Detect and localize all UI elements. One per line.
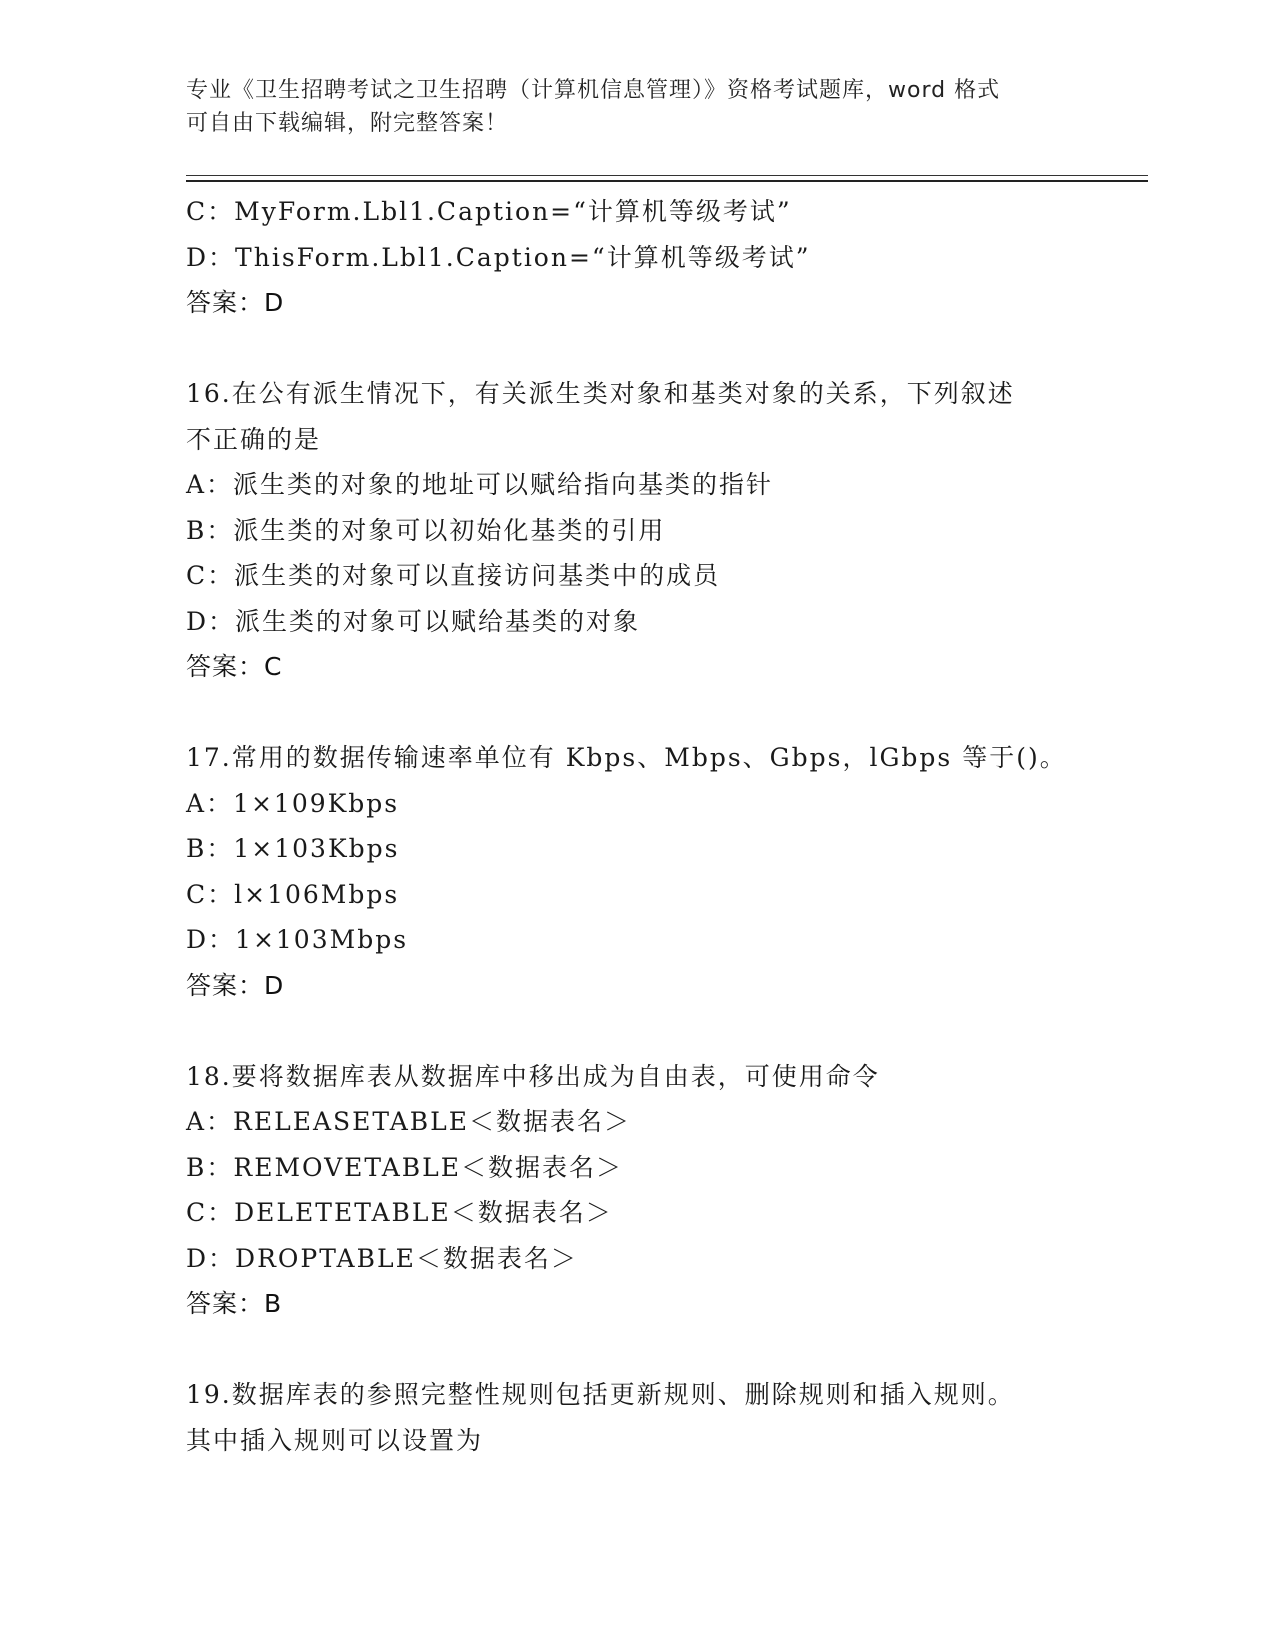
question-spacer (186, 326, 1146, 372)
header-divider-thin (186, 175, 1148, 176)
option-b: B：1×103Kbps (186, 834, 400, 863)
question-16 (186, 371, 1146, 690)
header-title-line-2: 可自由下载编辑，附完整答案！ (186, 111, 509, 136)
question-15-tail (186, 189, 1146, 326)
answer-label: 答案：C (186, 652, 283, 681)
answer-label: 答案：D (186, 970, 285, 1000)
question-19 (186, 1372, 1146, 1463)
question-17 (186, 735, 1146, 1008)
question-spacer (186, 1008, 1146, 1054)
option-a: A：1×109Kbps (186, 788, 400, 818)
document-header (186, 74, 1066, 140)
answer-label: 答案：B (186, 1289, 283, 1318)
question-stem-continued: 不正确的是 (186, 424, 322, 454)
question-stem: 16.在公有派生情况下，有关派生类对象和基类对象的关系，下列叙述 (186, 379, 1015, 408)
header-divider-thick (186, 180, 1148, 182)
option-b: B：REMOVETABLE＜数据表名＞ (186, 1152, 623, 1182)
option-a: A：派生类的对象的地址可以赋给指向基类的指针 (186, 470, 774, 499)
question-18 (186, 1054, 1146, 1327)
option-a: A：RELEASETABLE＜数据表名＞ (186, 1107, 631, 1136)
question-spacer (186, 690, 1146, 736)
question-stem: 19.数据库表的参照完整性规则包括更新规则、删除规则和插入规则。 (186, 1380, 1015, 1409)
option-b: B：派生类的对象可以初始化基类的引用 (186, 515, 666, 545)
header-title-line-1: 专业《卫生招聘考试之卫生招聘（计算机信息管理）》资格考试题库，word 格式 (186, 78, 1001, 103)
option-d: D：DROPTABLE＜数据表名＞ (186, 1243, 578, 1273)
question-list (186, 189, 1146, 1463)
option-d: D：ThisForm.Lbl1.Caption=“计算机等级考试” (186, 242, 811, 272)
question-spacer (186, 1327, 1146, 1373)
question-stem: 18.要将数据库表从数据库中移出成为自由表，可使用命令 (186, 1061, 880, 1091)
option-c: C：派生类的对象可以直接访问基类中的成员 (186, 561, 721, 590)
option-c: C：DELETETABLE＜数据表名＞ (186, 1198, 613, 1227)
option-c: C：l×106Mbps (186, 879, 400, 909)
question-stem: 17.常用的数据传输速率单位有 Kbps、Mbps、Gbps，lGbps 等于()。 (186, 743, 1067, 772)
option-d: D：派生类的对象可以赋给基类的对象 (186, 606, 641, 636)
question-stem-continued: 其中插入规则可以设置为 (186, 1425, 484, 1455)
option-d: D：1×103Mbps (186, 925, 409, 954)
option-c: C：MyForm.Lbl1.Caption=“计算机等级考试” (186, 197, 792, 226)
answer-label: 答案：D (186, 288, 285, 317)
